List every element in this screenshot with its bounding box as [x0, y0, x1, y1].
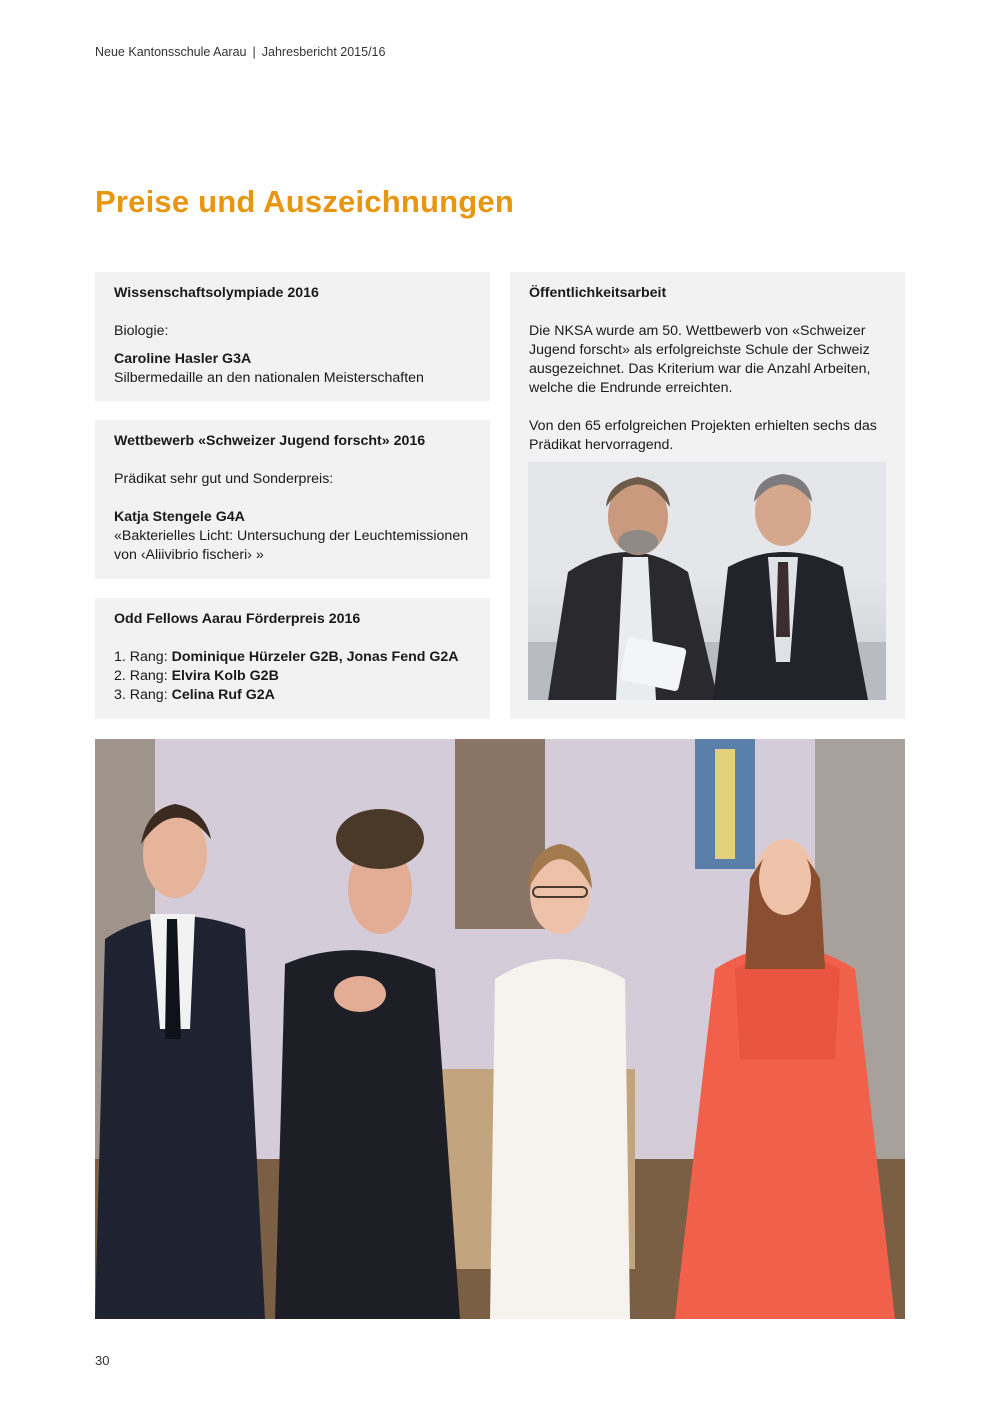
award-winners-illustration: [95, 739, 905, 1319]
science-olympiad-winner: Caroline Hasler G3A: [114, 351, 252, 367]
rank-line: [114, 686, 472, 705]
page-title: Preise und Auszeichnungen: [95, 184, 514, 219]
science-olympiad-subject: Biologie:: [114, 323, 169, 339]
award-ceremony-photo: [528, 462, 886, 700]
rank-names: Celina Ruf G2A: [171, 687, 275, 703]
rank-line: [114, 667, 472, 686]
header-school: Neue Kantonsschule Aarau: [95, 45, 247, 59]
jugend-forscht-heading: Wettbewerb «Schweizer Jugend forscht» 2016: [114, 433, 426, 449]
rank-names: Elvira Kolb G2B: [171, 668, 279, 684]
science-olympiad-heading: Wissenschaftsolympiade 2016: [114, 285, 319, 301]
page-number: 30: [95, 1353, 110, 1368]
public-relations-paragraph-1: Die NKSA wurde am 50. Wettbewerb von «Schweizer Jugend forscht» als erfolgreichste Schule der Schweiz ausgezeichnet. Das Kriterium war die Anzahl Arbeiten, welche die Endrunde erreichten.: [529, 323, 871, 396]
odd-fellows-box: [95, 598, 490, 719]
rank-line: [114, 648, 472, 667]
public-relations-heading: Öffentlichkeitsarbeit: [529, 285, 667, 301]
public-relations-paragraph-2: Von den 65 erfolgreichen Projekten erhielten sechs das Prädikat hervorragend.: [529, 418, 877, 453]
jugend-forscht-winner: Katja Stengele G4A: [114, 509, 245, 525]
running-header: [95, 45, 385, 59]
rank-label: 2. Rang:: [114, 668, 168, 684]
science-olympiad-award: Silbermedaille an den nationalen Meisterschaften: [114, 370, 424, 386]
jugend-forscht-project: «Bakterielles Licht: Untersuchung der Leuchtemissionen von ‹Aliivibrio fischeri› »: [114, 528, 469, 563]
science-olympiad-box: [95, 272, 490, 401]
award-winners-photo: [95, 739, 905, 1319]
header-report: Jahresbericht 2015/16: [261, 45, 386, 59]
jugend-forscht-box: [95, 420, 490, 579]
rank-names: Dominique Hürzeler G2B, Jonas Fend G2A: [171, 649, 459, 665]
rank-label: 1. Rang:: [114, 649, 168, 665]
odd-fellows-heading: Odd Fellows Aarau Förderpreis 2016: [114, 611, 361, 627]
award-ceremony-illustration: [528, 462, 886, 700]
jugend-forscht-rating: Prädikat sehr gut und Sonderpreis:: [114, 471, 334, 487]
rank-label: 3. Rang:: [114, 687, 168, 703]
header-separator: |: [252, 45, 256, 59]
